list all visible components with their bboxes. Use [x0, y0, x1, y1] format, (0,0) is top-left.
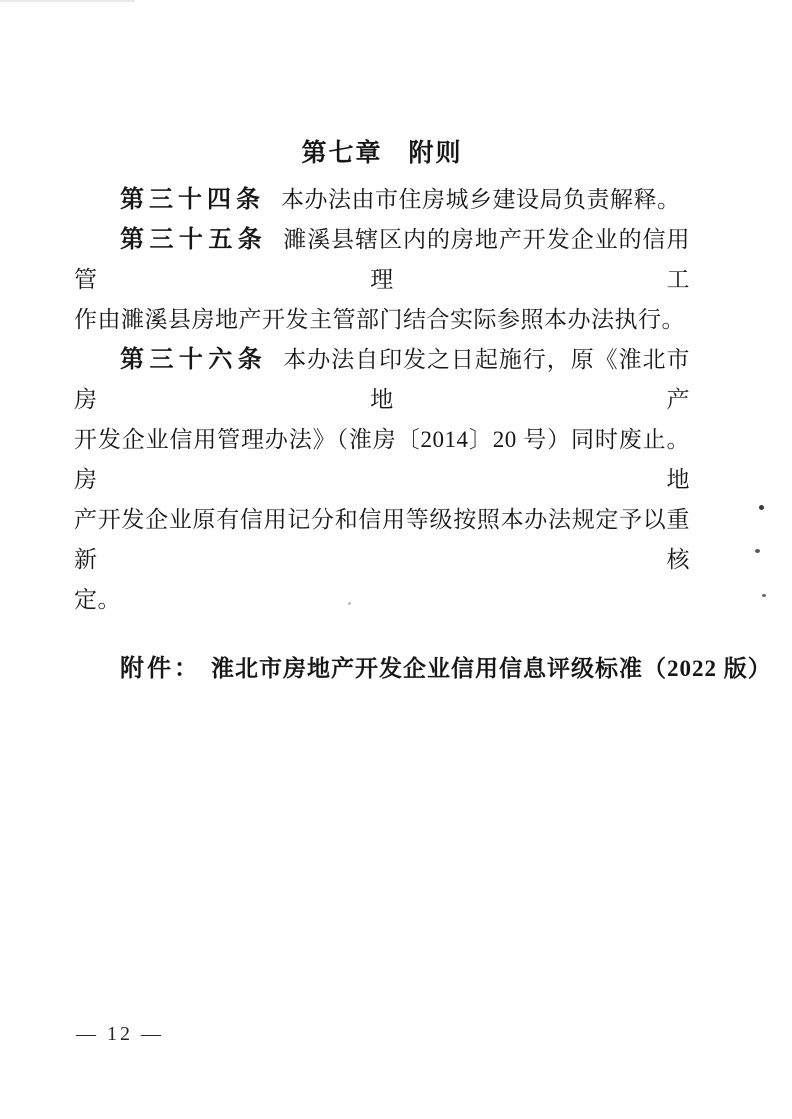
article-35-text-line-2: 作由濉溪县房地产开发主管部门结合实际参照本办法执行。	[74, 307, 685, 332]
scan-artifact	[755, 549, 760, 553]
article-35-label: 第三十五条	[120, 226, 268, 253]
scan-artifact	[759, 505, 764, 510]
article-35-line-2	[74, 300, 690, 340]
article-34-line-1	[74, 180, 690, 220]
article-35-line-1	[74, 220, 690, 300]
article-36-line-1	[74, 340, 690, 420]
page-number: — 12 —	[76, 1023, 164, 1045]
chapter-title	[74, 140, 690, 166]
attachment-text: 淮北市房地产开发企业信用信息评级标准（2022 版）	[211, 656, 772, 681]
article-36-text-line-4: 定。	[74, 587, 121, 612]
article-34-text: 本办法由市住房城乡建设局负责解释。	[281, 187, 681, 212]
article-34-label: 第三十四条	[120, 186, 265, 213]
article-36-line-2	[74, 420, 690, 500]
article-36-line-4	[74, 580, 690, 620]
chapter-number: 第七章	[301, 139, 383, 167]
scan-artifact	[762, 594, 766, 597]
document-body	[74, 139, 772, 689]
chapter-name: 附则	[408, 139, 463, 167]
article-36-text-line-3: 产开发企业原有信用记分和信用等级按照本办法规定予以重新核	[74, 507, 690, 572]
article-35-text-line-1: 濉溪县辖区内的房地产开发企业的信用管理工	[74, 227, 691, 292]
attachment-label: 附件：	[120, 655, 201, 682]
attachment-line	[74, 649, 772, 689]
article-36-label: 第三十六条	[120, 346, 268, 373]
article-36-text-line-1: 本办法自印发之日起施行，原《淮北市房地产	[74, 347, 691, 412]
scan-artifact	[0, 0, 135, 2]
article-36-line-3	[74, 500, 690, 580]
article-36-text-line-2: 开发企业信用管理办法》（淮房〔2014〕20 号）同时废止。房地	[74, 427, 690, 492]
